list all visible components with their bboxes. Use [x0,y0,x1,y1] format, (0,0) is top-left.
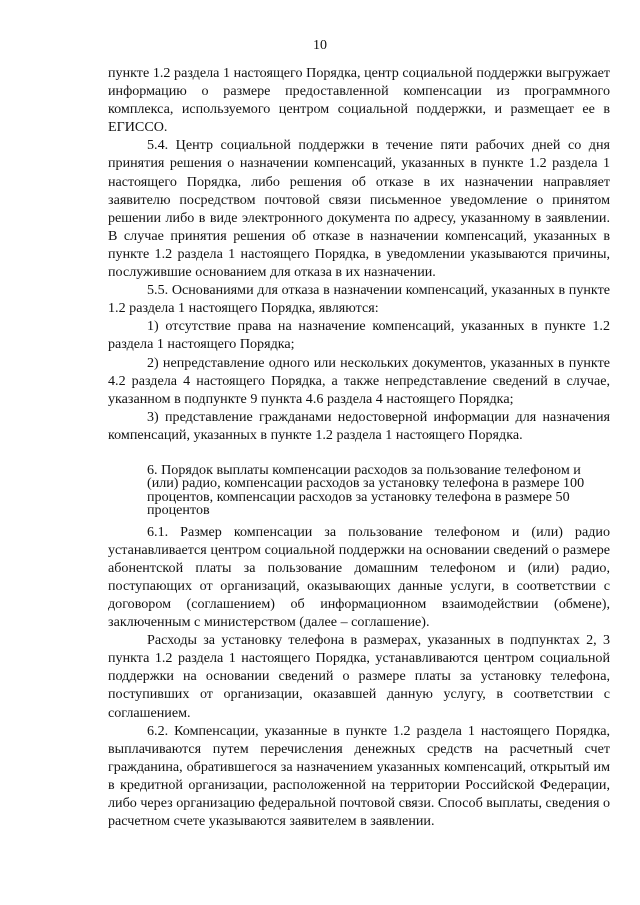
paragraph-5-5: 5.5. Основаниями для отказа в назначении компенсаций, указанных в пункте 1.2 раздела 1 настоящего Порядка, являются: [108,282,610,317]
section-number: 6. [147,461,158,478]
list-item-3: 3) представление гражданами недостоверной информации для назначения компенсаций, указанных в пункте 1.2 раздела 1 настоящего Порядка. [108,408,610,443]
section-title: Порядок выплаты компенсации расходов за пользование телефоном и (или) радио, компенсации расходов за установку телефона в размере 100 процентов, компенсации расходов за установку телефона в размере 50 процентов [147,461,585,519]
list-item-2: 2) непредставление одного или нескольких документов, указанных в пункте 4.2 раздела 4 настоящего Порядка, а также непредставление сведений в случае, указанном в подпункте 9 пункта 4.6 раздела 4 настоящего Порядка; [108,354,610,407]
page-number: 10 [313,38,327,53]
paragraph-continuation: пункте 1.2 раздела 1 настоящего Порядка, центр социальной поддержки выгружает информацию о размере предоставленной компенсации из программного комплекса, используемого центром социальной поддержки, и размещает ее в ЕГИССО. [108,65,610,136]
paragraph-5-4: 5.4. Центр социальной поддержки в течение пяти рабочих дней со дня принятия решения о назначении компенсаций, указанных в пункте 1.2 раздела 1 настоящего Порядка, либо решения об отказе в их назначении направляет заявителю посредством почтовой связи письменное уведомление о принятом решении либо в виде электронного документа по адресу, указанному в заявлении. В случае принятия решения об отказе в назначении компенсаций, указанных в пункте 1.2 раздела 1 настоящего Порядка, в уведомлении указываются причины, послужившие основанием для отказа в их назначении. [108,137,610,281]
document-body [108,64,610,830]
paragraph-installation-costs: Расходы за установку телефона в размерах, указанных в подпунктах 2, 3 пункта 1.2 раздела 1 настоящего Порядка, устанавливаются центром социальной поддержки на основании сведений о размере платы за установку телефона, поступивших от организации, оказавшей данную услугу, в соответствии с соглашением. [108,632,610,721]
list-item-1: 1) отсутствие права на назначение компенсаций, указанных в пункте 1.2 раздела 1 настоящего Порядка; [108,318,610,353]
paragraph-6-2: 6.2. Компенсации, указанные в пункте 1.2 раздела 1 настоящего Порядка, выплачиваются путем перечисления денежных средств на расчетный счет гражданина, обратившегося за назначением указанных компенсаций, открытый им в кредитной организации, расположенной на территории Российской Федерации, либо через организацию федеральной почтовой связи. Способ выплаты, сведения о расчетном счете указываются заявителем в заявлении. [108,722,610,830]
paragraph-6-1: 6.1. Размер компенсации за пользование телефоном и (или) радио устанавливается центром социальной поддержки на основании сведений о размере абонентской платы за пользование домашним телефоном и (или) радио, поступающих от организаций, оказывающих данные услуги, в соответствии с договором (соглашением) об информационном взаимодействии (обмене), заключенным с министерством (далее – соглашение). [108,523,610,631]
section-heading [108,461,610,519]
